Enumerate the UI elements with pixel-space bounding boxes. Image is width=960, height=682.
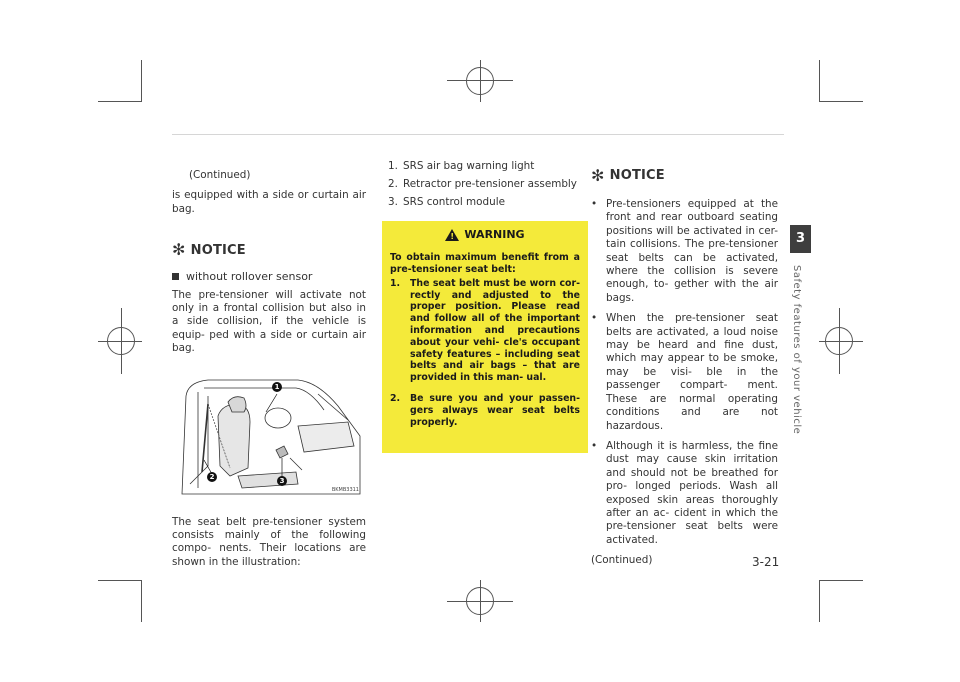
notice-asterisk-icon: ✻ (591, 166, 605, 185)
crop-mark (819, 101, 863, 102)
notice-title: NOTICE (190, 242, 246, 258)
notice-bullets (591, 198, 778, 547)
warning-box (382, 221, 588, 453)
registration-circle (107, 327, 135, 355)
crop-mark (819, 60, 820, 102)
chapter-title: Safety features of your vehicle (791, 265, 802, 435)
list-item: • When the pre-tensioner seat belts are activated, a loud noise may be heard and fine dust, which may appear to be smoke, may be visi- ble in the passenger compart- ment. These are normal operating conditions and are not hazardous. (591, 312, 778, 432)
warning-item: 1. The seat belt must be worn cor- rectly and adjusted to the proper position. Please read and follow all of the important information and precautions about your vehi- cle's occupant safety features – including seat belts and air bags – that are provided in this man- ual. (390, 277, 580, 384)
registration-circle (466, 587, 494, 615)
column-left (172, 169, 366, 569)
notice-heading (591, 168, 778, 184)
callout-3: 3 (277, 476, 287, 486)
list-item: 3. SRS control module (388, 195, 505, 208)
notice-title: NOTICE (609, 168, 665, 184)
chapter-tab: 3 (790, 225, 811, 253)
warning-item: 2. Be sure you and your passen- gers always wear seat belts properly. (390, 392, 580, 428)
column-middle (388, 160, 578, 453)
crop-mark (141, 580, 142, 622)
dashboard (298, 422, 354, 452)
list-item: 2. Retractor pre-tensioner assembly (388, 177, 577, 190)
control-module (276, 446, 288, 458)
crop-mark (98, 580, 142, 581)
callout-2: 2 (207, 472, 217, 482)
registration-circle (466, 67, 494, 95)
chapter-title-vertical (791, 265, 811, 465)
warning-list (390, 278, 580, 429)
warning-triangle-icon (445, 229, 459, 241)
component-list (388, 160, 578, 209)
seat-cushion (238, 472, 298, 488)
square-bullet-icon (172, 273, 179, 280)
column-right (591, 168, 778, 568)
warning-heading (390, 229, 580, 241)
notice-text: The pre-tensioner will activate not only in a frontal collision but also in a side collision, if the vehicle is equip- ped with a side or curtain air bag. (172, 288, 366, 355)
seat-back (218, 404, 250, 476)
crop-mark (819, 580, 820, 622)
intro-text: is equipped with a side or curtain air bag. (172, 189, 366, 215)
roof-line (204, 388, 324, 410)
list-item: • Although it is harmless, the fine dust may cause skin irritation and should not be breathed for pro- longed periods. Wash all exposed skin areas thoroughly after an ac- cident in which the pre-tensioner seat belts were activated. (591, 439, 778, 546)
notice-subheading (172, 270, 366, 283)
steering-wheel (265, 408, 291, 428)
warning-intro: To obtain maximum benefit from a pre-tensioner seat belt: (390, 252, 580, 276)
list-item: 1. SRS air bag warning light (388, 160, 535, 172)
car-interior-drawing (178, 376, 362, 502)
list-item: • Pre-tensioners equipped at the front and rear outboard seating positions will be activated in cer- tain collisions. The pre-tensioner seat belts can be activated, where the collision is severe enough, to- gether with the air bags. (591, 198, 778, 304)
page-number: 3-21 (752, 555, 780, 569)
figure-code: BKMB3311 (331, 487, 359, 494)
windshield-edge (318, 394, 348, 420)
crop-mark (819, 580, 863, 581)
header-rule (172, 134, 784, 135)
body-text: The seat belt pre-tensioner system consists mainly of the following compo- nents. Their locations are shown in the illustration: (172, 515, 366, 568)
subheading-text: without rollover sensor (186, 270, 313, 284)
continued-label: (Continued) (189, 169, 251, 181)
crop-mark (98, 101, 142, 102)
headrest (228, 396, 246, 411)
continued-label: (Continued) (591, 554, 653, 567)
notice-asterisk-icon: ✻ (172, 240, 186, 260)
console (290, 458, 302, 470)
callout-1: 1 (272, 382, 282, 392)
notice-heading (172, 242, 366, 258)
crop-mark (141, 60, 142, 102)
warning-title: WARNING (464, 228, 525, 242)
registration-circle (825, 327, 853, 355)
pretensioner-illustration (178, 376, 362, 502)
